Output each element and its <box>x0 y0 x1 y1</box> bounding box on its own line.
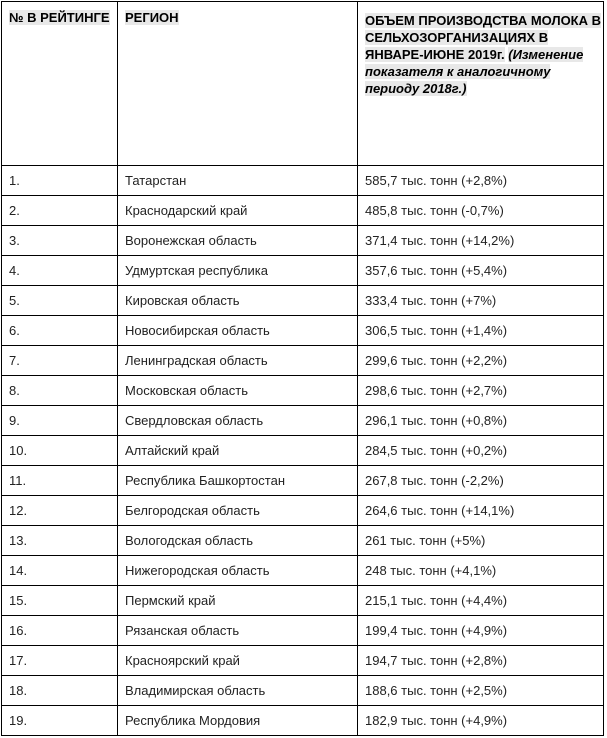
region-cell: Удмуртская республика <box>118 256 358 286</box>
region-cell: Республика Башкортостан <box>118 466 358 496</box>
region-cell: Новосибирская область <box>118 316 358 346</box>
region-cell: Ленинградская область <box>118 346 358 376</box>
header-volume-note: (Изменение показателя к аналогичному периоду 2018г.) <box>365 47 584 96</box>
volume-cell: 371,4 тыс. тонн (+14,2%) <box>358 226 604 256</box>
volume-cell: 333,4 тыс. тонн (+7%) <box>358 286 604 316</box>
volume-cell: 284,5 тыс. тонн (+0,2%) <box>358 436 604 466</box>
region-cell: Пермский край <box>118 586 358 616</box>
region-cell: Воронежская область <box>118 226 358 256</box>
table-row <box>2 316 604 346</box>
volume-cell: 306,5 тыс. тонн (+1,4%) <box>358 316 604 346</box>
rank-cell: 18. <box>2 676 118 706</box>
region-cell: Московская область <box>118 376 358 406</box>
volume-cell: 298,6 тыс. тонн (+2,7%) <box>358 376 604 406</box>
region-cell: Рязанская область <box>118 616 358 646</box>
table-row <box>2 556 604 586</box>
table-row <box>2 586 604 616</box>
volume-cell: 485,8 тыс. тонн (-0,7%) <box>358 196 604 226</box>
volume-cell: 357,6 тыс. тонн (+5,4%) <box>358 256 604 286</box>
rank-cell: 3. <box>2 226 118 256</box>
table-row <box>2 616 604 646</box>
rank-cell: 7. <box>2 346 118 376</box>
table-row <box>2 526 604 556</box>
region-cell: Нижегородская область <box>118 556 358 586</box>
rank-cell: 9. <box>2 406 118 436</box>
rank-cell: 19. <box>2 706 118 736</box>
table-header-row <box>2 2 604 166</box>
rank-cell: 17. <box>2 646 118 676</box>
volume-cell: 199,4 тыс. тонн (+4,9%) <box>358 616 604 646</box>
header-volume-cell <box>358 2 604 166</box>
header-rank: № В РЕЙТИНГЕ <box>9 10 110 25</box>
milk-production-rating-table <box>1 1 604 736</box>
volume-cell: 261 тыс. тонн (+5%) <box>358 526 604 556</box>
header-volume: ОБЪЕМ ПРОИЗВОДСТВА МОЛОКА В СЕЛЬХОЗОРГАНИЗАЦИЯХ В ЯНВАРЕ-ИЮНЕ 2019г. <box>365 13 602 62</box>
header-region: РЕГИОН <box>125 10 179 25</box>
volume-cell: 248 тыс. тонн (+4,1%) <box>358 556 604 586</box>
rank-cell: 4. <box>2 256 118 286</box>
region-cell: Республика Мордовия <box>118 706 358 736</box>
region-cell: Владимирская область <box>118 676 358 706</box>
table-body <box>2 2 604 736</box>
header-region-cell <box>118 2 358 166</box>
region-cell: Белгородская область <box>118 496 358 526</box>
volume-cell: 296,1 тыс. тонн (+0,8%) <box>358 406 604 436</box>
table-row <box>2 646 604 676</box>
region-cell: Краснодарский край <box>118 196 358 226</box>
rank-cell: 10. <box>2 436 118 466</box>
table-row <box>2 286 604 316</box>
table-row <box>2 706 604 736</box>
region-cell: Вологодская область <box>118 526 358 556</box>
table-row <box>2 226 604 256</box>
rank-cell: 13. <box>2 526 118 556</box>
region-cell: Кировская область <box>118 286 358 316</box>
table-row <box>2 466 604 496</box>
table-row <box>2 166 604 196</box>
volume-cell: 264,6 тыс. тонн (+14,1%) <box>358 496 604 526</box>
header-rank-cell <box>2 2 118 166</box>
rank-cell: 6. <box>2 316 118 346</box>
table-row <box>2 496 604 526</box>
rank-cell: 12. <box>2 496 118 526</box>
rank-cell: 5. <box>2 286 118 316</box>
table-row <box>2 436 604 466</box>
rank-cell: 8. <box>2 376 118 406</box>
table-row <box>2 346 604 376</box>
volume-cell: 299,6 тыс. тонн (+2,2%) <box>358 346 604 376</box>
table-row <box>2 196 604 226</box>
volume-cell: 585,7 тыс. тонн (+2,8%) <box>358 166 604 196</box>
rank-cell: 2. <box>2 196 118 226</box>
region-cell: Красноярский край <box>118 646 358 676</box>
rank-cell: 15. <box>2 586 118 616</box>
table-row <box>2 256 604 286</box>
volume-cell: 188,6 тыс. тонн (+2,5%) <box>358 676 604 706</box>
region-cell: Татарстан <box>118 166 358 196</box>
rank-cell: 14. <box>2 556 118 586</box>
region-cell: Алтайский край <box>118 436 358 466</box>
volume-cell: 194,7 тыс. тонн (+2,8%) <box>358 646 604 676</box>
rank-cell: 11. <box>2 466 118 496</box>
volume-cell: 215,1 тыс. тонн (+4,4%) <box>358 586 604 616</box>
table-row <box>2 406 604 436</box>
rank-cell: 16. <box>2 616 118 646</box>
volume-cell: 267,8 тыс. тонн (-2,2%) <box>358 466 604 496</box>
table-row <box>2 376 604 406</box>
table-row <box>2 676 604 706</box>
rank-cell: 1. <box>2 166 118 196</box>
volume-cell: 182,9 тыс. тонн (+4,9%) <box>358 706 604 736</box>
region-cell: Свердловская область <box>118 406 358 436</box>
